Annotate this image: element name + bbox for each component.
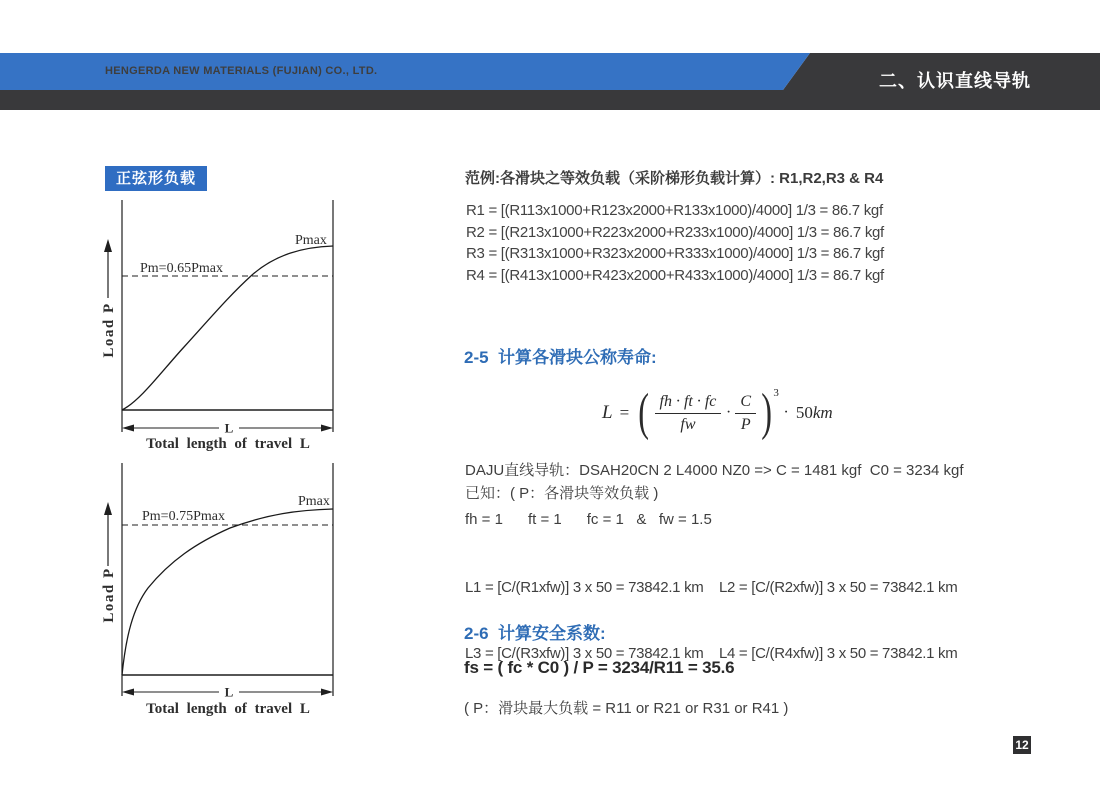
formula-equals: =: [619, 403, 630, 422]
page-section-title: 二、认识直线导轨: [879, 71, 1031, 91]
section-2-6-heading: 2-6 计算安全系数:: [464, 624, 606, 643]
life-line-l3-l4: L3 = [C/(R3xfw)] 3 x 50 = 73842.1 km L4 = [C/(R4xfw)] 3 x 50 = 73842.1 km: [465, 645, 958, 662]
factors-line: fh = 1 ft = 1 fc = 1 & fw = 1.5: [465, 511, 712, 528]
safety-factor-equation: fs = ( fc * C0 ) / P = 3234/R11 = 35.6: [464, 658, 735, 677]
rail-spec-line: DAJU直线导轨：DSAH20CN 2 L4000 NZ0 => C = 1481 kgf C0 = 3234 kgf: [465, 462, 964, 479]
chart2-pmax-label: Pmax: [298, 494, 330, 509]
chart1-pm-label: Pm=0.65Pmax: [140, 261, 223, 276]
company-name: HENGERDA NEW MATERIALS (FUJIAN) CO., LTD.: [105, 65, 378, 77]
life-line-l1-l2: L1 = [C/(R1xfw)] 3 x 50 = 73842.1 km L2 = [C/(R2xfw)] 3 x 50 = 73842.1 km: [465, 579, 958, 596]
chart1-x-axis-caption: Total length of travel L: [146, 436, 310, 452]
chart1-y-axis-arrow: [104, 239, 112, 298]
nominal-life-formula: L = ( $\frac{fh \cdot ft \cdot fc}{fw}$ · $\frac{C}{P}$ ) 3 · 50km: [602, 384, 833, 441]
equation-line-r2: R2 = [(R213x1000+R223x2000+R233x1000)/4000] 1/3 = 86.7 kgf: [466, 223, 884, 241]
load-chart-sinusoidal-2: [78, 458, 353, 723]
load-chart-sinusoidal-1: [78, 195, 353, 460]
formula-frac1-denominator: fw: [680, 415, 696, 433]
formula-frac2-numerator: C: [735, 393, 756, 414]
formula-lhs: L: [602, 402, 613, 423]
equation-line-r3: R3 = [(R313x1000+R323x2000+R333x1000)/4000] 1/3 = 86.7 kgf: [466, 245, 884, 263]
formula-tail-dot: ·: [783, 404, 788, 421]
formula-frac1-numerator: fh · ft · fc: [655, 393, 722, 414]
chart2-load-curve: [122, 509, 333, 675]
max-load-note: ( P：滑块最大负载 = R11 or R21 or R31 or R41 ): [464, 700, 789, 717]
chart2-y-axis-label: Load P: [101, 567, 117, 623]
formula-dot: ·: [726, 404, 731, 421]
chart1-length-label: L: [224, 420, 234, 436]
sinusoidal-load-label: 正弦形负载: [105, 166, 207, 191]
formula-tail: [796, 403, 833, 423]
chart2-x-axis-caption: Total length of travel L: [146, 701, 310, 717]
equation-line-r4: R4 = [(R413x1000+R423x2000+R433x1000)/4000] 1/3 = 86.7 kgf: [466, 266, 884, 284]
section-2-5-heading: 2-5 计算各滑块公称寿命:: [464, 348, 657, 367]
known-condition-line: 已知：( P：各滑块等效负载 ): [465, 485, 659, 502]
formula-frac2-denominator: P: [740, 415, 751, 433]
chart1-pmax-label: Pmax: [295, 233, 327, 248]
chart2-y-axis-arrow: [104, 502, 112, 566]
chart2-length-label: L: [224, 684, 234, 700]
formula-tail-unit: km: [812, 403, 833, 422]
page-number-badge: 12: [1013, 736, 1031, 754]
example-heading: 范例:各滑块之等效负载（采阶梯形负载计算）: R1,R2,R3 & R4: [465, 170, 884, 187]
equation-line-r1: R1 = [(R113x1000+R123x2000+R133x1000)/4000] 1/3 = 86.7 kgf: [466, 202, 883, 219]
equivalent-load-equations: [466, 200, 884, 286]
formula-factor-fraction: [655, 393, 722, 434]
formula-load-fraction: [735, 393, 756, 434]
chart1-y-axis-label: Load P: [101, 302, 117, 358]
formula-exponent: 3: [773, 387, 779, 399]
chart2-pm-label: Pm=0.75Pmax: [142, 509, 225, 524]
formula-tail-number: 50: [795, 403, 813, 422]
